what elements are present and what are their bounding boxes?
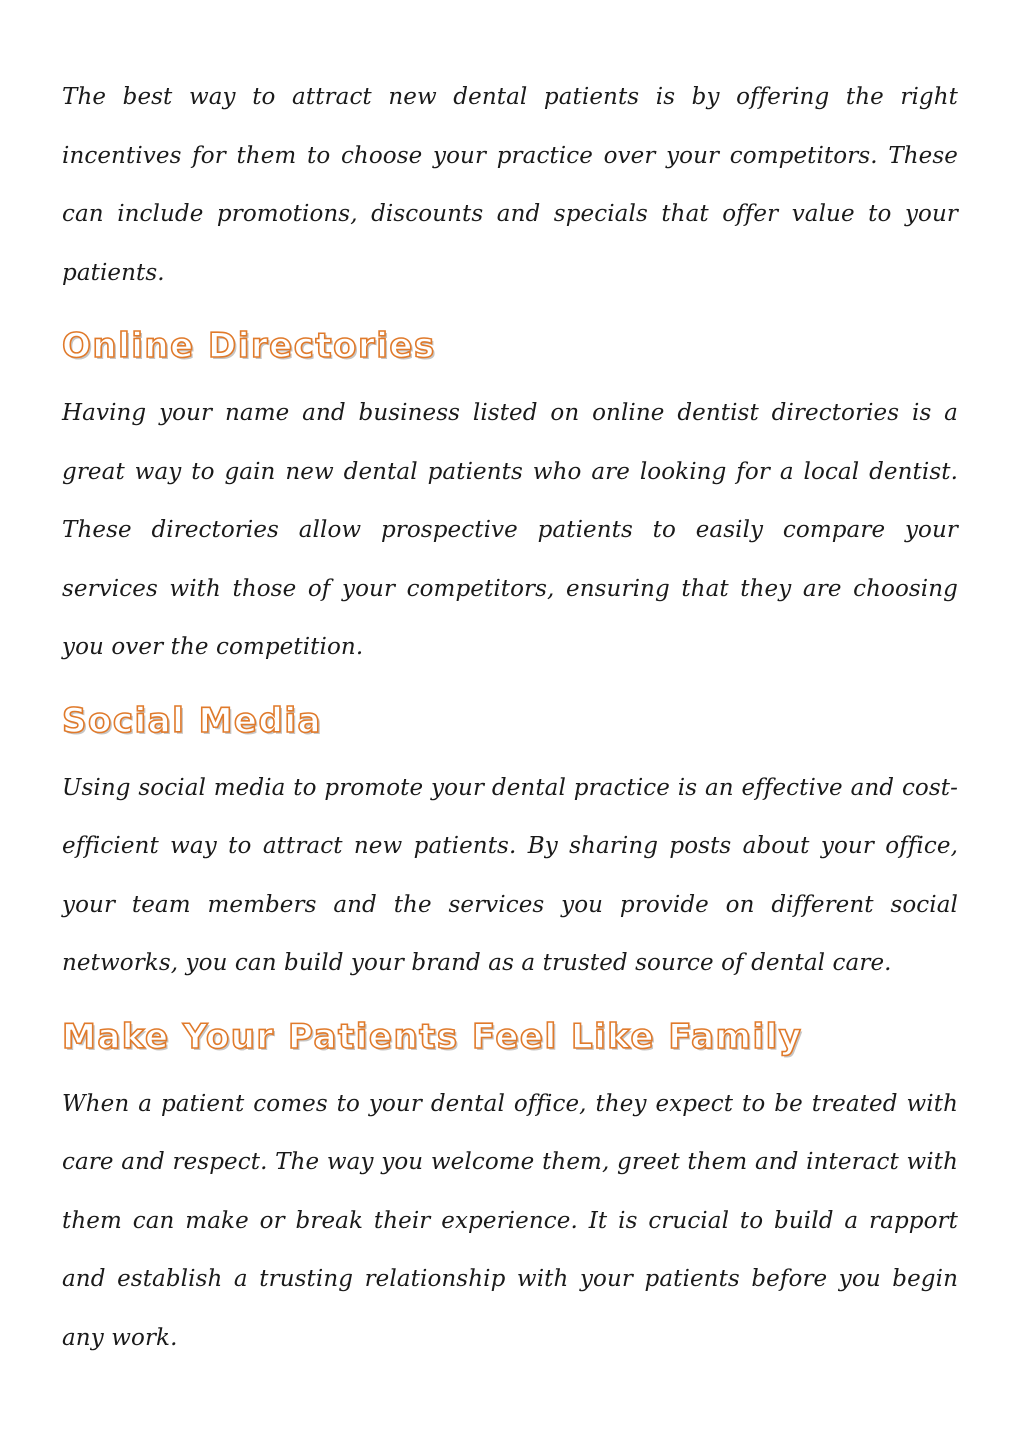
intro-paragraph: The best way to attract new dental patients is by offering the right incentives for them to choose your practice over your competitors. These can include promotions, discounts and specials that offer value to your patients. [62,84,958,286]
heading-social-media: Social Media [62,700,322,741]
family-paragraph: When a patient comes to your dental office, they expect to be treated with care and respect. The way you welcome them, greet them and interact with them can make or break their experience. It is crucial to build a rapport and establish a trusting relationship with your patients before you begin any work. [62,1090,958,1351]
social-media-paragraph: Using social media to promote your dental practice is an effective and cost-efficient way to attract new patients. By sharing posts about your office, your team members and the services you provide on different social networks, you can build your brand as a trusted source of dental care. [62,774,958,976]
online-directories-paragraph: Having your name and business listed on online dentist directories is a great way to gain new dental patients who are looking for a local dentist. These directories allow prospective patients to easily compare your services with those of your competitors, ensuring that they are choosing you over the competition. [62,400,958,660]
document-page [62,68,958,1367]
heading-make-patients-feel-like-family: Make Your Patients Feel Like Family [62,1016,803,1057]
heading-online-directories: Online Directories [62,326,436,366]
